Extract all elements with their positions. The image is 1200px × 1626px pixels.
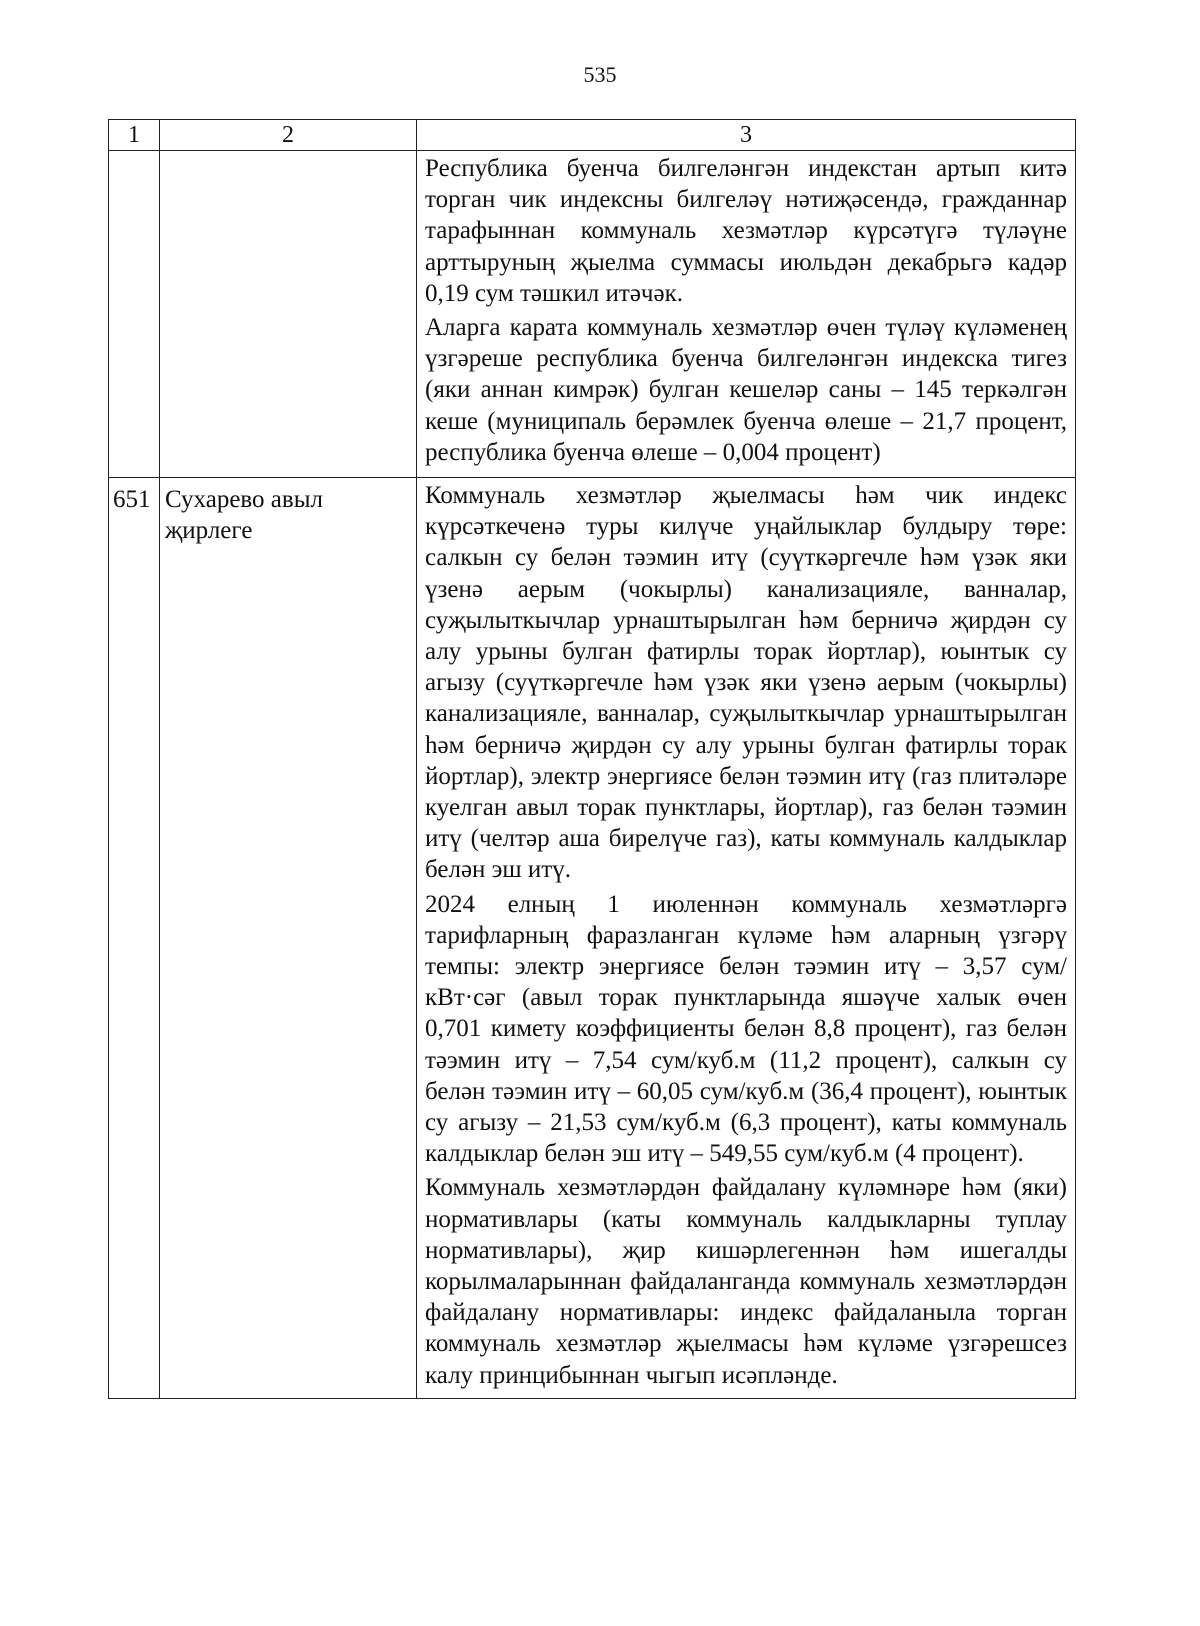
column-header-number: 1 [109,120,160,151]
column-header-name: 2 [160,120,417,151]
description-paragraph: Коммуналь хезмәтләр җыелмасы һәм чик индекс күрсәткеченә туры килүче уңайлыклар булдыру төре: салкын су белән тәэмин итү (суүткәргечле һәм үзәк яки үзенә аерым (чокырлы) канализацияле, ванналар, суҗылыткычлар урнаштырылган һәм берничә җирдән су алу урыны булган фатирлы торак йортлар), юынтык су агызу (суүткәргечле һәм үзәк яки үзенә аерым (чокырлы) канализацияле, ванналар, суҗылыткычлар урнаштырылган һәм берничә җирдән су алу урыны булган фатирлы торак йортлар), электр энергиясе белән тәэмин итү (газ плитәләре куелган авыл торак пунктлары, йортлар), газ белән тәэмин итү (челтәр аша бирелүче газ), каты коммуналь калдыклар белән эш итү. [425,482,1067,884]
page-number: 535 [583,62,617,87]
document-table [108,119,1076,1399]
description-paragraph: Аларга карата коммуналь хезмәтләр өчен түләү күләменең үзгәреше республика буенча билгеләнгән индекска тигез (яки аннан кимрәк) булган кешеләр саны – 145 теркәлгән кеше (муниципаль берәмлек буенча өлеше – 21,7 процент, республика буенча өлеше – 0,004 процент) [425,314,1067,466]
settlement-name-cell [160,151,417,478]
settlement-name-cell: Сухарево авыл җирлеге [160,478,417,1399]
description-paragraph: Республика буенча билгеләнгән индекстан артып китә торган чик индексны билгеләү нәтиҗәсендә, гражданнар тарафыннан коммуналь хезмәтләр күрсәтүгә түләүне арттыруның җыелма суммасы июльдән декабрьгә кадәр 0,19 сум тәшкил итәчәк. [425,155,1067,307]
description-paragraph: Коммуналь хезмәтләрдән файдалану күләмнәре һәм (яки) нормативлары (каты коммуналь калдыкларны туплау нормативлары), җир кишәрлегеннән һәм ишегалды корылмаларыннан файдаланганда коммуналь хезмәтләрдән файдалану нормативлары: индекс файдаланыла торган коммуналь хезмәтләр җыелмасы һәм күләме үзгәрешсез калу принцибыннан чыгып исәпләнде. [425,1174,1067,1389]
table-row [109,478,1076,1399]
table-row [109,151,1076,478]
description-cell [417,478,1076,1399]
description-cell [417,151,1076,478]
row-number-cell: 651 [109,478,160,1399]
table-header-row [109,120,1076,151]
column-header-description: 3 [417,120,1076,151]
row-number-cell [109,151,160,478]
description-paragraph: 2024 елның 1 июленнән коммуналь хезмәтләргә тарифларның фаразланган күләме һәм аларның үзгәрү темпы: электр энергиясе белән тәэмин итү – 3,57 сум/кВт·сәг (авыл торак пунктларында яшәүче халык өчен 0,701 кимету коэффициенты белән 8,8 процент), газ белән тәэмин итү – 7,54 сум/куб.м (11,2 процент), салкын су белән тәэмин итү – 60,05 сум/куб.м (36,4 процент), юынтык су агызу – 21,53 сум/куб.м (6,3 процент), каты коммуналь калдыклар белән эш итү – 549,55 сум/куб.м (4 процент). [425,890,1067,1168]
